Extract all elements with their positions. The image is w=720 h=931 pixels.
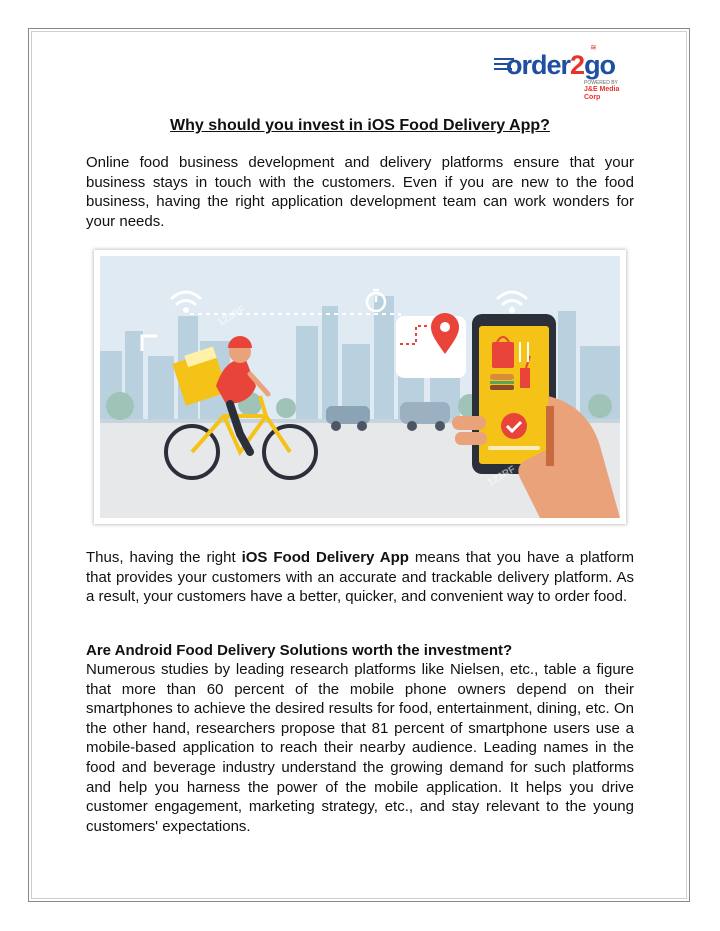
sleeve-shadow bbox=[546, 406, 554, 466]
order2go-logo bbox=[494, 43, 634, 101]
watermark-text: 123RF bbox=[216, 304, 248, 329]
logo-word-go: go bbox=[584, 50, 616, 80]
second-paragraph bbox=[86, 548, 634, 607]
second-paragraph-start: Thus, having the right bbox=[86, 549, 242, 566]
logo-company: J&E Media Corp bbox=[584, 86, 620, 101]
ios-food-delivery-app-highlight: iOS Food Delivery App bbox=[241, 549, 409, 566]
intro-paragraph: Online food business development and delivery platforms ensure that your business stays in touch with the customers. Even if you are new to the food business, having the right application development team can work wonders for your needs. bbox=[86, 154, 634, 230]
smartphone bbox=[472, 314, 556, 474]
logo-wordmark bbox=[506, 50, 615, 80]
logo-word-2: 2 bbox=[570, 50, 585, 80]
page-title: Why should you invest in iOS Food Delivery App? bbox=[170, 117, 550, 134]
section-heading: Are Android Food Delivery Solutions worth the investment? bbox=[86, 642, 513, 659]
watermark-text: 123RF bbox=[486, 464, 518, 489]
burger-icon bbox=[490, 374, 514, 390]
logo-powered-by: POWERED BY bbox=[584, 80, 618, 86]
delivery-illustration bbox=[94, 250, 626, 524]
check-icon bbox=[501, 413, 527, 439]
logo-steam-icon: ≋ bbox=[590, 43, 597, 52]
logo-word-order: order bbox=[506, 50, 571, 80]
section-paragraph: Numerous studies by leading research platforms like Nielsen, etc., table a figure that more than 60 percent of the mobile phone owners depend on their smartphones to achieve the desired results for food, entertainment, dining, etc. On the other hand, researchers propose that 81 percent of smartphone users use a mobile-based application to reach their nearby audience. Leading names in the food and beverage industry understand the growing demand for such platforms and help you harness the power of the mobile application. It helps you drive customer engagement, marketing strategy, etc., and stay relevant to the young customers' expectations. bbox=[86, 661, 634, 835]
location-pin-icon bbox=[396, 313, 466, 378]
delivery-illustration-svg bbox=[100, 256, 620, 518]
second-paragraph-end: means that you have a platform that provides your customers with an accurate and trackable delivery platform. As a result, your customers have a better, quicker, and convenient way to order food. bbox=[86, 549, 634, 606]
